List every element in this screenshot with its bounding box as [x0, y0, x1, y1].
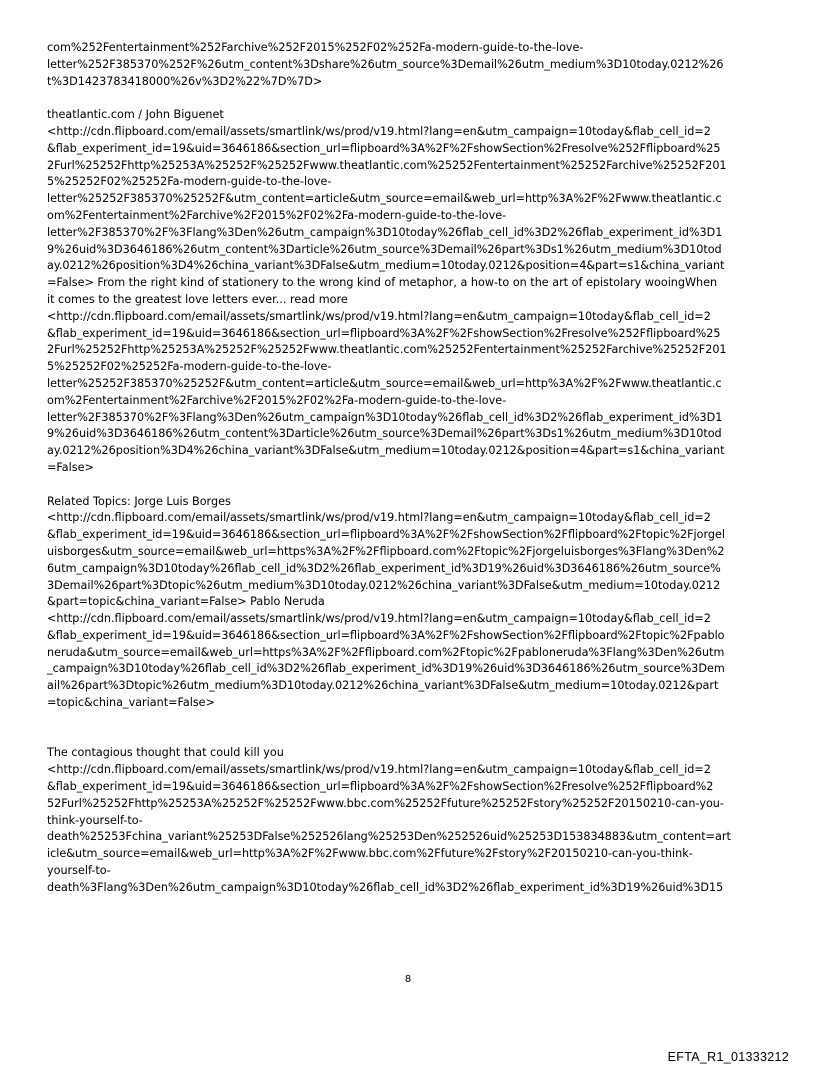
text-line: letter%2F385370%2F%3Flang%3Den%26utm_campaign%3D10today%26flab_cell_id%3D2%26flab_experiment_id%3D1 — [47, 225, 723, 239]
text-line: 6utm_campaign%3D10today%26flab_cell_id%3D2%26flab_experiment_id%3D19%26uid%3D3646186%26utm_source% — [47, 561, 721, 575]
text-line: <http://cdn.flipboard.com/email/assets/smartlink/ws/prod/v19.html?lang=en&utm_campaign=10today&flab_cell_id=2 — [47, 511, 711, 525]
text-line: <http://cdn.flipboard.com/email/assets/smartlink/ws/prod/v19.html?lang=en&utm_campaign=10today&flab_cell_id=2 — [47, 612, 711, 626]
text-line: &flab_experiment_id=19&uid=3646186&section_url=flipboard%3A%2F%2FshowSection%2Fflipboard%2Ftopic%2Fpablo — [47, 628, 725, 642]
article-entry-atlantic — [47, 107, 769, 477]
text-line: yourself-to- — [47, 864, 111, 878]
text-line: om%2Fentertainment%2Farchive%2F2015%2F02%2Fa-modern-guide-to-the-love- — [47, 393, 507, 407]
text-line: t%3D1423783418000%26v%3D2%22%7D%7D> — [47, 74, 323, 88]
text-line: it comes to the greatest love letters ever... read more — [47, 292, 348, 306]
page-number: 8 — [404, 974, 412, 985]
text-line: com%252Fentertainment%252Farchive%252F2015%252F02%252Fa-modern-guide-to-the-love- — [47, 41, 584, 54]
text-line: think-yourself-to- — [47, 813, 143, 827]
text-line: uisborges&utm_source=email&web_url=https%3A%2F%2Fflipboard.com%2Ftopic%2Fjorgeluisborges%3Flang%3Den%2 — [47, 544, 725, 558]
text-line: ay.0212%26position%3D4%26china_variant%3DFalse&utm_medium=10today.0212&position=4&part=s1&china_variant — [47, 259, 725, 273]
text-line: theatlantic.com / John Biguenet — [47, 108, 224, 122]
text-line: 2Furl%25252Fhttp%25253A%25252F%25252Fwww.theatlantic.com%25252Fentertainment%25252Farchive%25252F201 — [47, 158, 727, 172]
text-line: &flab_experiment_id=19&uid=3646186&section_url=flipboard%3A%2F%2FshowSection%2Fresolve%252Fflipboard%2 — [47, 780, 714, 794]
text-line: om%2Fentertainment%2Farchive%2F2015%2F02%2Fa-modern-guide-to-the-love- — [47, 208, 507, 222]
text-line: =topic&china_variant=False> — [47, 696, 215, 710]
text-line: <http://cdn.flipboard.com/email/assets/smartlink/ws/prod/v19.html?lang=en&utm_campaign=10today&flab_cell_id=2 — [47, 763, 711, 777]
text-line: =False> From the right kind of stationery to the wrong kind of metaphor, a how-to on the art of epistolary wooingWhen — [47, 276, 718, 290]
text-line: &flab_experiment_id=19&uid=3646186&section_url=flipboard%3A%2F%2FshowSection%2Fresolve%252Fflipboard%25 — [47, 326, 721, 340]
text-line: &flab_experiment_id=19&uid=3646186&section_url=flipboard%3A%2F%2FshowSection%2Fflipboard%2Ftopic%2Fjorgel — [47, 528, 725, 542]
text-line: letter%2F385370%2F%3Flang%3Den%26utm_campaign%3D10today%26flab_cell_id%3D2%26flab_experiment_id%3D1 — [47, 410, 723, 424]
text-line: <http://cdn.flipboard.com/email/assets/smartlink/ws/prod/v19.html?lang=en&utm_campaign=10today&flab_cell_id=2 — [47, 309, 711, 323]
text-line: ail%26part%3Dtopic%26utm_medium%3D10today.0212%26china_variant%3DFalse&utm_medium=10today.0212&part — [47, 679, 719, 693]
text-line: letter%25252F385370%25252F&utm_content=article&utm_source=email&web_url=http%3A%2F%2Fwww.theatlantic.c — [47, 192, 722, 206]
text-line: 9%26uid%3D3646186%26utm_content%3Darticle%26utm_source%3Demail%26part%3Ds1%26utm_medium%3D10tod — [47, 427, 722, 441]
text-line: Related Topics: Jorge Luis Borges — [47, 494, 231, 508]
document-id: EFTA_R1_01333212 — [667, 1050, 789, 1064]
text-line: 2Furl%25252Fhttp%25253A%25252F%25252Fwww.theatlantic.com%25252Fentertainment%25252Farchive%25252F201 — [47, 343, 727, 357]
text-line: letter%252F385370%252F%26utm_content%3Dshare%26utm_source%3Demail%26utm_medium%3D10today.0212%26 — [47, 57, 724, 71]
text-line: death%3Flang%3Den%26utm_campaign%3D10today%26flab_cell_id%3D2%26flab_experiment_id%3D19%26uid%3D15 — [47, 880, 724, 894]
text-line: 5%25252F02%25252Fa-modern-guide-to-the-love- — [47, 360, 332, 374]
text-line: ay.0212%26position%3D4%26china_variant%3DFalse&utm_medium=10today.0212&position=4&part=s1&china_variant — [47, 444, 725, 458]
text-line: 3Demail%26part%3Dtopic%26utm_medium%3D10today.0212%26china_variant%3DFalse&utm_medium=10today.0212 — [47, 578, 721, 592]
text-line: <http://cdn.flipboard.com/email/assets/smartlink/ws/prod/v19.html?lang=en&utm_campaign=10today&flab_cell_id=2 — [47, 124, 711, 138]
text-line: &part=topic&china_variant=False> Pablo Neruda — [47, 595, 325, 609]
text-line: 9%26uid%3D3646186%26utm_content%3Darticle%26utm_source%3Demail%26part%3Ds1%26utm_medium%3D10tod — [47, 242, 722, 256]
page-body — [47, 40, 769, 897]
url-continuation-block — [47, 40, 769, 90]
article-entry-bbc — [47, 745, 769, 896]
text-line: 5%25252F02%25252Fa-modern-guide-to-the-love- — [47, 175, 332, 189]
text-line: &flab_experiment_id=19&uid=3646186&section_url=flipboard%3A%2F%2FshowSection%2Fresolve%252Fflipboard%25 — [47, 141, 721, 155]
text-line: _campaign%3D10today%26flab_cell_id%3D2%26flab_experiment_id%3D19%26uid%3D3646186%26utm_source%3Dem — [47, 662, 725, 676]
related-topics-block — [47, 494, 769, 712]
text-line: icle&utm_source=email&web_url=http%3A%2F%2Fwww.bbc.com%2Ffuture%2Fstory%2F20150210-can-you-think- — [47, 847, 693, 861]
text-line: =False> — [47, 460, 94, 474]
text-line: letter%25252F385370%25252F&utm_content=article&utm_source=email&web_url=http%3A%2F%2Fwww.theatlantic.c — [47, 376, 722, 390]
text-line: The contagious thought that could kill you — [47, 746, 284, 760]
text-line: neruda&utm_source=email&web_url=https%3A%2F%2Fflipboard.com%2Ftopic%2Fpabloneruda%3Flang%3Den%26utm — [47, 645, 725, 659]
text-line: 52Furl%25252Fhttp%25253A%25252F%25252Fwww.bbc.com%25252Ffuture%25252Fstory%25252F20150210-can-you- — [47, 796, 724, 810]
text-line: death%25253Fchina_variant%25253DFalse%252526lang%25253Den%252526uid%25253D153834883&utm_content=art — [47, 830, 731, 844]
